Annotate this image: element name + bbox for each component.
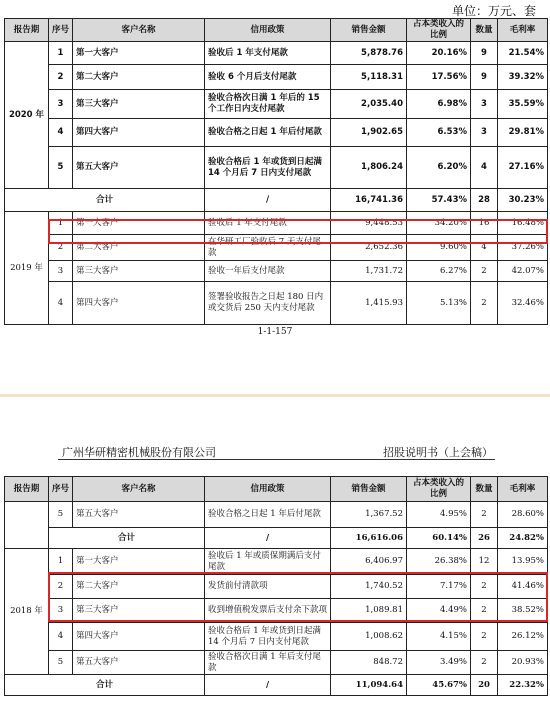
credit-policy: 在华研工厂验收后 7 天支付尾款 (205, 235, 331, 261)
revenue-ratio: 3.49% (407, 651, 471, 675)
period-cell: 2020 年 (5, 42, 49, 189)
total-row (5, 189, 548, 212)
credit-policy: 验收合格之日起 1 年后付尾款 (205, 119, 331, 147)
quantity: 2 (471, 282, 498, 325)
revenue-ratio: 5.13% (407, 282, 471, 325)
gross-margin: 27.16% (498, 147, 548, 189)
quantity: 2 (471, 599, 498, 623)
total-row (5, 675, 548, 696)
revenue-ratio: 9.60% (407, 235, 471, 261)
header-customer: 客户名称 (73, 477, 205, 502)
header-policy: 信用政策 (205, 19, 331, 42)
table-row (5, 651, 548, 675)
row-no: 4 (49, 282, 73, 325)
row-no: 4 (49, 119, 73, 147)
credit-policy: 收到增值税发票后支付余下款项 (205, 599, 331, 623)
page-divider (0, 394, 550, 397)
sales-amount: 1,415.93 (331, 282, 407, 325)
header-margin: 毛利率 (498, 19, 548, 42)
company-name: 广州华研精密机械股份有限公司 (62, 446, 216, 459)
quantity: 9 (471, 42, 498, 65)
gross-margin: 13.95% (498, 549, 548, 575)
sales-amount: 9,448.53 (331, 212, 407, 235)
sales-amount: 1,731.72 (331, 261, 407, 282)
header-qty: 数量 (471, 19, 498, 42)
table-row (5, 65, 548, 90)
customer-name: 第二大客户 (73, 65, 205, 90)
quantity: 2 (471, 261, 498, 282)
sales-amount: 1,367.52 (331, 502, 407, 528)
quantity: 3 (471, 119, 498, 147)
table-row (5, 282, 548, 325)
credit-policy: / (205, 189, 331, 212)
quantity: 20 (471, 675, 498, 696)
customer-name: 第一大客户 (73, 212, 205, 235)
document-type: 招股说明书（上会稿） (383, 446, 493, 459)
header-policy: 信用政策 (205, 477, 331, 502)
table-row (5, 42, 548, 65)
revenue-ratio: 45.67% (407, 675, 471, 696)
quantity: 4 (471, 235, 498, 261)
credit-policy: 验收合格后 1 年或货到日起满 14 个月后 7 日内支付尾款 (205, 623, 331, 651)
sales-amount: 5,118.31 (331, 65, 407, 90)
quantity: 26 (471, 528, 498, 549)
credit-policy: 签署验收报告之日起 180 日内或交货后 250 天内支付尾款 (205, 282, 331, 325)
row-no: 3 (49, 261, 73, 282)
page-number: 1-1-157 (257, 327, 293, 337)
row-no: 1 (49, 549, 73, 575)
table-row (5, 90, 548, 119)
table-header-row (5, 19, 548, 42)
gross-margin: 41.46% (498, 575, 548, 599)
gross-margin: 38.52% (498, 599, 548, 623)
gross-margin: 26.12% (498, 623, 548, 651)
row-no: 4 (49, 623, 73, 651)
sales-amount: 5,878.76 (331, 42, 407, 65)
sales-amount: 11,094.64 (331, 675, 407, 696)
header-ratio: 占本类收入的比例 (407, 19, 471, 42)
quantity: 12 (471, 549, 498, 575)
sales-amount: 2,652.36 (331, 235, 407, 261)
table-row (5, 261, 548, 282)
quantity: 9 (471, 65, 498, 90)
gross-margin: 37.26% (498, 235, 548, 261)
customer-name: 第三大客户 (73, 90, 205, 119)
unit-label: 单位：万元、套 (451, 4, 536, 18)
credit-policy: / (205, 528, 331, 549)
revenue-ratio: 4.95% (407, 502, 471, 528)
gross-margin: 21.54% (498, 42, 548, 65)
header-no: 序号 (49, 477, 73, 502)
revenue-ratio: 4.15% (407, 623, 471, 651)
customer-table-page1 (4, 18, 548, 325)
table-row (5, 147, 548, 189)
header-qty: 数量 (471, 477, 498, 502)
credit-policy: 验收后 1 年支付尾款 (205, 212, 331, 235)
gross-margin: 30.23% (498, 189, 548, 212)
credit-policy: 验收合格次日满 1 年后支付尾款 (205, 651, 331, 675)
sales-amount: 16,616.06 (331, 528, 407, 549)
row-no: 2 (49, 235, 73, 261)
sales-amount: 1,902.65 (331, 119, 407, 147)
gross-margin: 35.59% (498, 90, 548, 119)
row-no: 3 (49, 90, 73, 119)
header-rule (58, 459, 495, 460)
sales-amount: 1,008.62 (331, 623, 407, 651)
header-no: 序号 (49, 19, 73, 42)
quantity: 3 (471, 90, 498, 119)
customer-name: 第三大客户 (73, 261, 205, 282)
gross-margin: 22.32% (498, 675, 548, 696)
gross-margin: 39.32% (498, 65, 548, 90)
customer-name: 第五大客户 (73, 502, 205, 528)
header-period: 报告期 (5, 19, 49, 42)
credit-policy: 验收后 1 年支付尾款 (205, 42, 331, 65)
sales-amount: 848.72 (331, 651, 407, 675)
row-no: 3 (49, 599, 73, 623)
revenue-ratio: 6.98% (407, 90, 471, 119)
gross-margin: 32.46% (498, 282, 548, 325)
credit-policy: 验收合格之日起 1 年后付尾款 (205, 502, 331, 528)
quantity: 2 (471, 623, 498, 651)
quantity: 2 (471, 502, 498, 528)
customer-name: 第五大客户 (73, 147, 205, 189)
credit-policy: 验收合格次日满 1 年后的 15 个工作日内支付尾款 (205, 90, 331, 119)
revenue-ratio: 4.49% (407, 599, 471, 623)
revenue-ratio: 60.14% (407, 528, 471, 549)
header-ratio: 占本类收入的比例 (407, 477, 471, 502)
gross-margin: 29.81% (498, 119, 548, 147)
customer-name: 第一大客户 (73, 549, 205, 575)
highlight-box (48, 572, 548, 622)
row-no: 5 (49, 502, 73, 528)
customer-name: 第四大客户 (73, 119, 205, 147)
customer-name: 第五大客户 (73, 651, 205, 675)
table-row (5, 549, 548, 575)
period-cell: 2019 年 (5, 212, 49, 325)
highlight-box (48, 219, 548, 244)
table-row (5, 119, 548, 147)
quantity: 16 (471, 212, 498, 235)
row-no: 2 (49, 575, 73, 599)
customer-name: 第四大客户 (73, 282, 205, 325)
sales-amount: 1,089.81 (331, 599, 407, 623)
quantity: 28 (471, 189, 498, 212)
quantity: 2 (471, 575, 498, 599)
header-period: 报告期 (5, 477, 49, 502)
revenue-ratio: 34.20% (407, 212, 471, 235)
period-cell-continued (5, 502, 49, 549)
row-no: 5 (49, 147, 73, 189)
gross-margin: 28.60% (498, 502, 548, 528)
revenue-ratio: 6.27% (407, 261, 471, 282)
header-customer: 客户名称 (73, 19, 205, 42)
quantity: 4 (471, 147, 498, 189)
sales-amount: 1,806.24 (331, 147, 407, 189)
revenue-ratio: 20.16% (407, 42, 471, 65)
total-label: 合计 (5, 675, 205, 696)
header-margin: 毛利率 (498, 477, 548, 502)
revenue-ratio: 6.20% (407, 147, 471, 189)
credit-policy: 验收后 1 年或质保期满后支付尾款 (205, 549, 331, 575)
sales-amount: 16,741.36 (331, 189, 407, 212)
table-row (5, 502, 548, 528)
gross-margin: 20.93% (498, 651, 548, 675)
customer-name: 第一大客户 (73, 42, 205, 65)
row-no: 1 (49, 42, 73, 65)
row-no: 2 (49, 65, 73, 90)
revenue-ratio: 57.43% (407, 189, 471, 212)
table-row (5, 623, 548, 651)
total-label: 合计 (49, 528, 205, 549)
table-header-row (5, 477, 548, 502)
revenue-ratio: 7.17% (407, 575, 471, 599)
gross-margin: 16.48% (498, 212, 548, 235)
sales-amount: 6,406.97 (331, 549, 407, 575)
total-label: 合计 (5, 189, 205, 212)
sales-amount: 2,035.40 (331, 90, 407, 119)
total-row (5, 528, 548, 549)
customer-name: 第三大客户 (73, 599, 205, 623)
revenue-ratio: 26.38% (407, 549, 471, 575)
gross-margin: 24.82% (498, 528, 548, 549)
revenue-ratio: 17.56% (407, 65, 471, 90)
header-amount: 销售金额 (331, 477, 407, 502)
credit-policy: 验收一年后支付尾款 (205, 261, 331, 282)
row-no: 1 (49, 212, 73, 235)
credit-policy: 验收合格后 1 年或货到日起满 14 个月后 7 日内支付尾款 (205, 147, 331, 189)
row-no: 5 (49, 651, 73, 675)
sales-amount: 1,740.52 (331, 575, 407, 599)
customer-name: 第二大客户 (73, 235, 205, 261)
credit-policy: 发货前付清款项 (205, 575, 331, 599)
credit-policy: / (205, 675, 331, 696)
credit-policy: 验收 6 个月后支付尾款 (205, 65, 331, 90)
revenue-ratio: 6.53% (407, 119, 471, 147)
customer-name: 第四大客户 (73, 623, 205, 651)
gross-margin: 42.07% (498, 261, 548, 282)
quantity: 2 (471, 651, 498, 675)
period-cell: 2018 年 (5, 549, 49, 675)
customer-name: 第二大客户 (73, 575, 205, 599)
header-amount: 销售金额 (331, 19, 407, 42)
